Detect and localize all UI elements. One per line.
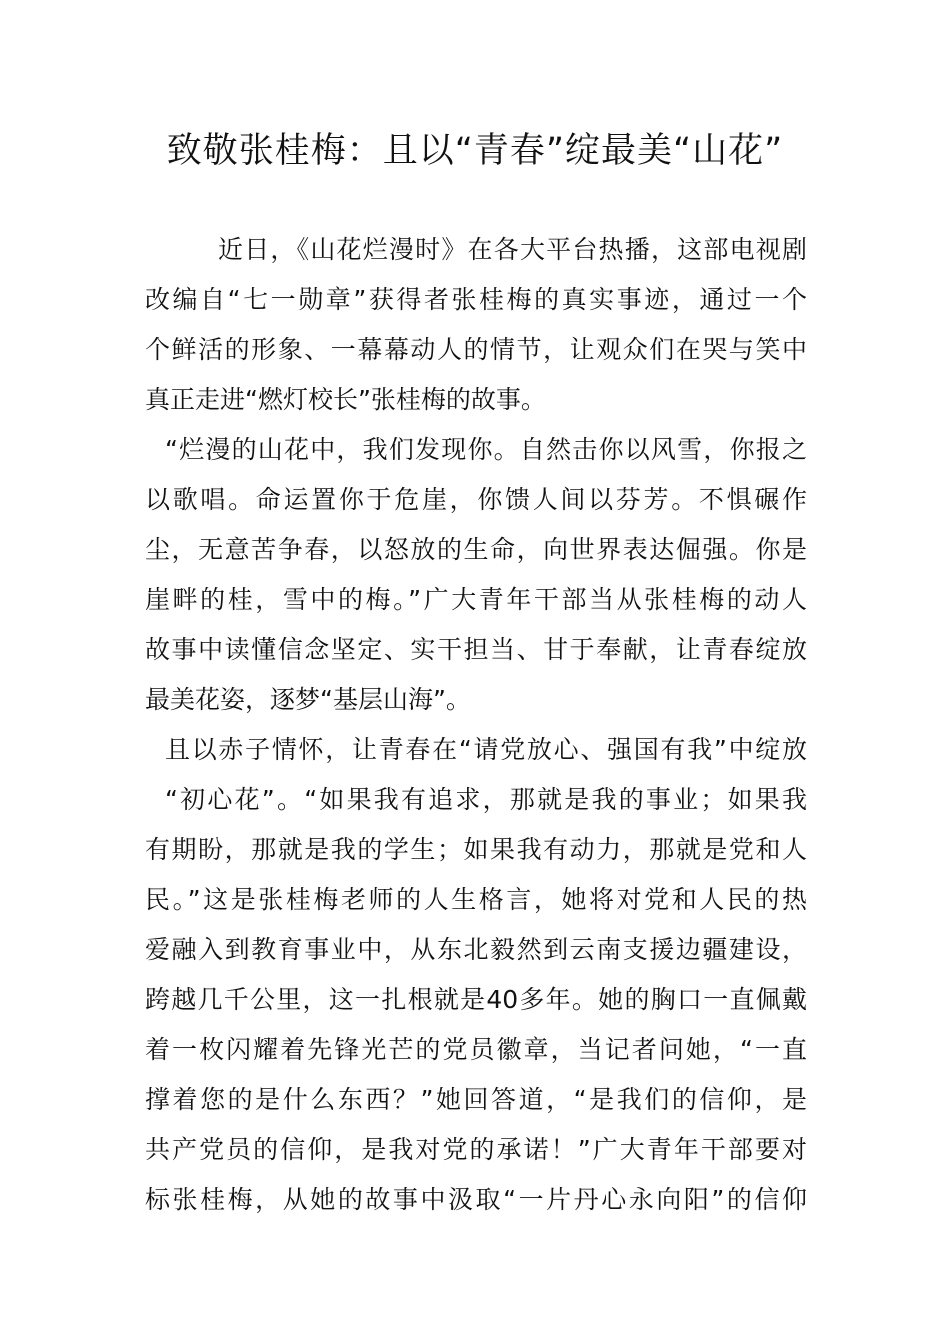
paragraph-3-line-7: 着一枚闪耀着先锋光芒的党员徽章，当记者问她，“一直	[145, 1035, 807, 1064]
paragraph-3-line-6: 跨越几千公里，这一扎根就是40多年。她的胸口一直佩戴	[145, 985, 807, 1014]
paragraph-2-line-6: 最美花姿，逐梦“基层山海”。	[145, 685, 471, 714]
document-title: 致敬张桂梅：且以“青春”绽最美“山花”	[166, 131, 784, 171]
paragraph-3-line-10: 标张桂梅，从她的故事中汲取“一片丹心永向阳”的信仰	[145, 1185, 807, 1214]
document-body	[145, 225, 807, 1225]
paragraph-3-line-9: 共产党员的信仰，是我对党的承诺！”广大青年干部要对	[145, 1135, 807, 1164]
paragraph-3-line-2: “初心花”。“如果我有追求，那就是我的事业；如果我	[165, 785, 807, 814]
paragraph-2-line-4: 崖畔的桂，雪中的梅。”广大青年干部当从张桂梅的动人	[145, 585, 807, 614]
paragraph-3-line-4: 民。”这是张桂梅老师的人生格言，她将对党和人民的热	[145, 885, 807, 914]
paragraph-3-line-3: 有期盼，那就是我的学生；如果我有动力，那就是党和人	[145, 835, 807, 864]
paragraph-2-line-1: “烂漫的山花中，我们发现你。自然击你以风雪，你报之	[165, 435, 807, 464]
paragraph-1-line-2: 改编自“七一勋章”获得者张桂梅的真实事迹，通过一个	[145, 285, 807, 314]
paragraph-1-line-3: 个鲜活的形象、一幕幕动人的情节，让观众们在哭与笑中	[145, 335, 807, 364]
paragraph-2-line-5: 故事中读懂信念坚定、实干担当、甘于奉献，让青春绽放	[145, 635, 807, 664]
paragraph-3-line-1: 且以赤子情怀，让青春在“请党放心、强国有我”中绽放	[165, 735, 807, 764]
paragraph-1-line-4: 真正走进“燃灯校长”张桂梅的故事。	[145, 385, 546, 414]
paragraph-1-line-1: 近日，《山花烂漫时》在各大平台热播，这部电视剧	[218, 235, 807, 264]
paragraph-3-line-8: 撑着您的是什么东西？”她回答道，“是我们的信仰，是	[145, 1085, 807, 1114]
paragraph-2-line-2: 以歌唱。命运置你于危崖，你馈人间以芬芳。不惧碾作	[145, 485, 807, 514]
paragraph-3-line-5: 爱融入到教育事业中，从东北毅然到云南支援边疆建设，	[145, 935, 807, 964]
paragraph-2-line-3: 尘，无意苦争春，以怒放的生命，向世界表达倔强。你是	[145, 535, 807, 564]
